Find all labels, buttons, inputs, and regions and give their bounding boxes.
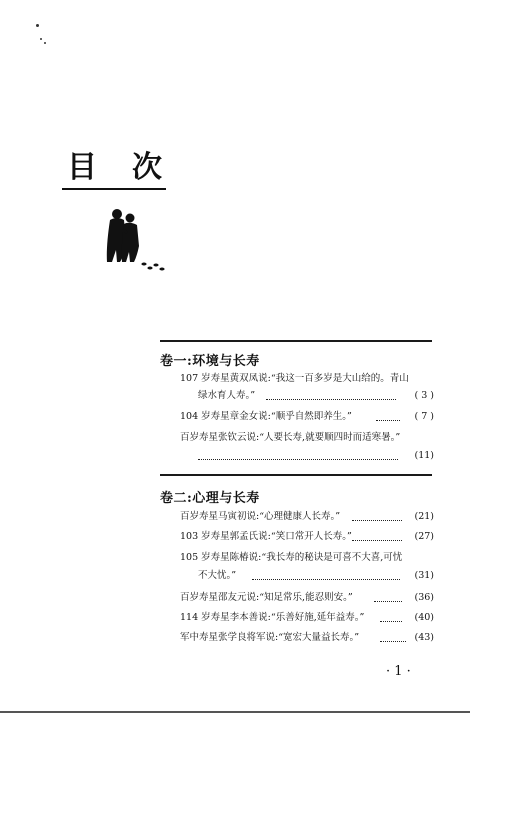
entry-text: 百岁寿星邵友元说:“知足常乐,能忍则安。” [180, 592, 353, 603]
leader-dots [352, 528, 402, 541]
scan-edge-line [0, 711, 470, 713]
leader-dots [374, 589, 402, 602]
entry-text-continued: 绿水育人寿。” [198, 390, 256, 401]
toc-entry[interactable] [180, 411, 434, 425]
entry-page: (11) [414, 450, 434, 461]
leader-dots [198, 447, 398, 460]
entry-text: 百岁寿星张钦云说:“人要长寿,就要顺四时而适寒暑。” [180, 432, 401, 443]
scan-speck [36, 24, 39, 27]
entry-page: ( 3 ) [414, 390, 434, 401]
scan-speck [44, 42, 46, 44]
scan-speck [40, 38, 42, 40]
page-number: · 1 · [386, 664, 411, 679]
toc-entry[interactable] [180, 432, 434, 462]
section-rule [160, 340, 432, 342]
entry-page: (40) [414, 612, 434, 623]
entry-page: (31) [414, 570, 434, 581]
leader-dots [380, 629, 406, 642]
leader-dots [252, 567, 400, 580]
leader-dots [380, 609, 402, 622]
entry-text: 军中寿星张学良将军说:“宽宏大量益长寿。” [180, 632, 360, 643]
toc-heading-underline [62, 188, 166, 190]
entry-page: (27) [414, 531, 434, 542]
leader-dots [266, 387, 396, 400]
toc-entry[interactable] [180, 511, 434, 525]
toc-entry[interactable] [180, 373, 434, 403]
leader-dots [376, 408, 400, 421]
toc-entry[interactable] [180, 632, 380, 646]
section-rule [160, 474, 432, 476]
elderly-couple-silhouette-icon [104, 206, 170, 276]
toc-heading-char-1: 目 [67, 150, 97, 185]
leader-dots [352, 508, 402, 521]
toc-entry[interactable] [180, 592, 434, 606]
entry-text: 105 岁寿星陈椿说:“我长寿的秘诀是可喜不大喜,可忧 [180, 552, 403, 563]
toc-entry-trailer [380, 632, 434, 646]
entry-page: (21) [414, 511, 434, 522]
entry-page: (43) [414, 632, 434, 643]
toc-entry[interactable] [180, 531, 434, 545]
toc-heading-char-2: 次 [132, 150, 162, 185]
entry-text: 百岁寿星马寅初说:“心理健康人长寿。” [180, 511, 341, 522]
entry-text: 107 岁寿星黄双凤说:“我这一百多岁是大山给的。青山 [180, 373, 409, 384]
entry-page: (36) [414, 592, 434, 603]
toc-entry[interactable] [180, 612, 434, 626]
entry-text: 104 岁寿星章金女说:“顺乎自然即养生。” [180, 411, 352, 422]
toc-heading [62, 150, 166, 190]
section-title-1: 卷一:环境与长寿 [160, 354, 260, 369]
entry-text-continued: 不大忧。” [198, 570, 237, 581]
toc-entry[interactable] [180, 552, 434, 582]
entry-text: 103 岁寿星郭孟氏说:“笑口常开人长寿。” [180, 531, 352, 542]
section-title-2: 卷二:心理与长寿 [160, 491, 260, 506]
entry-page: ( 7 ) [414, 411, 434, 422]
entry-text: 114 岁寿星李本善说:“乐善好施,延年益寿。” [180, 612, 365, 623]
